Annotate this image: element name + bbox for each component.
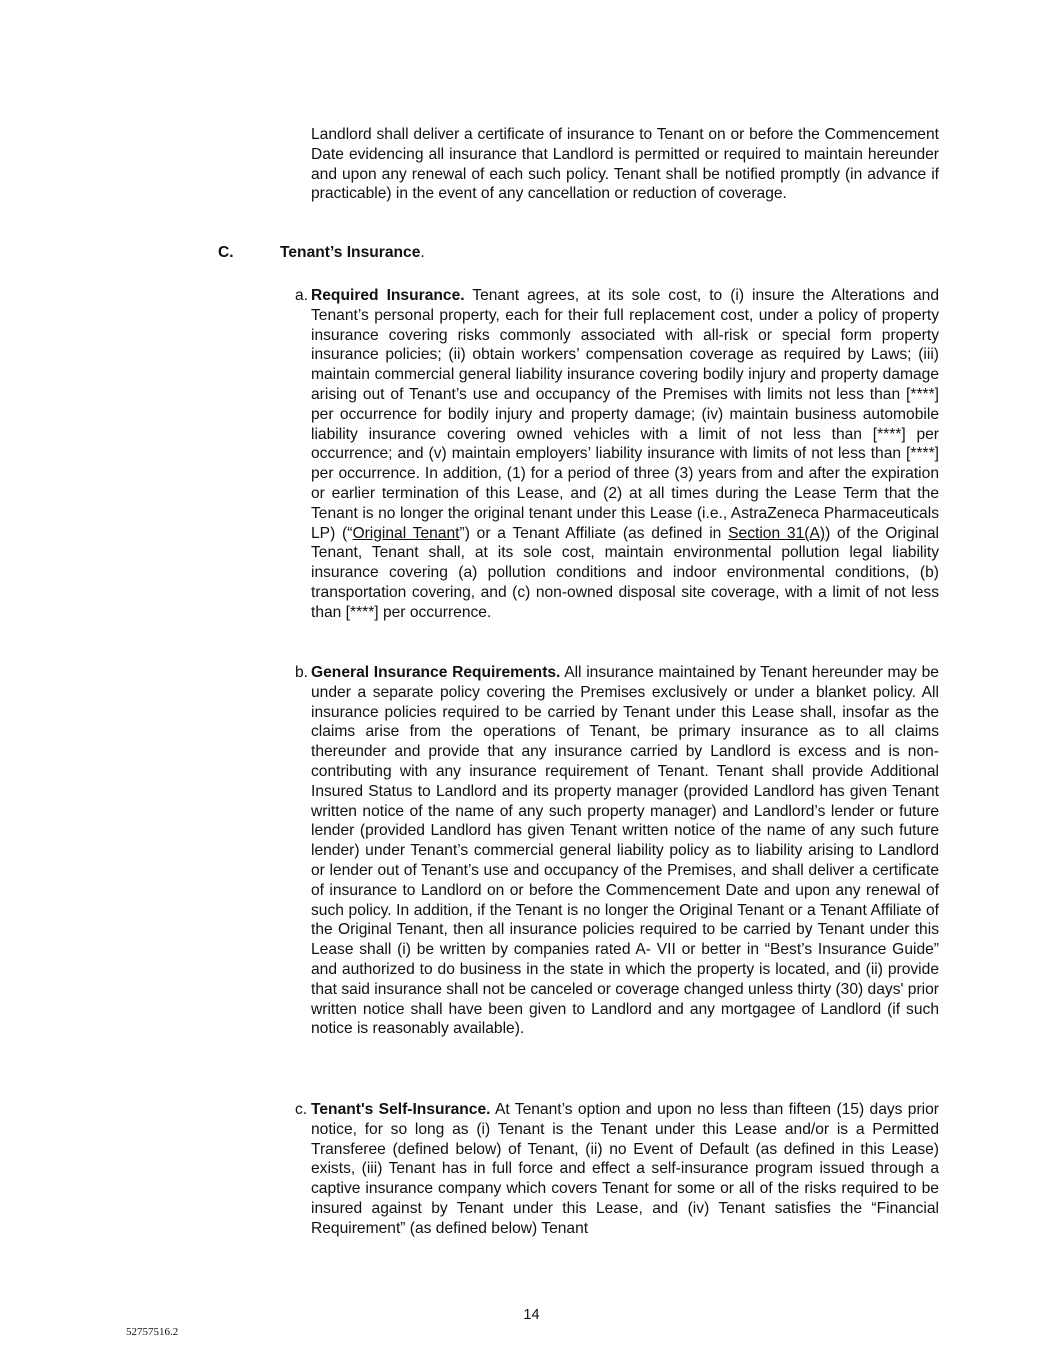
self-insurance-heading: Tenant's Self-Insurance.	[311, 1101, 491, 1118]
document-id: 52757516.2	[126, 1326, 179, 1338]
section-heading	[218, 243, 425, 263]
section-letter: C.	[218, 244, 234, 261]
required-insurance-text-part2: ”) or a Tenant Affiliate (as defined in	[459, 524, 729, 542]
self-insurance-paragraph	[311, 1100, 939, 1239]
section-title-period: .	[420, 244, 425, 261]
item-marker-c: c.	[295, 1101, 308, 1118]
general-insurance-requirements-paragraph	[311, 663, 939, 1039]
required-insurance-text-part1: Tenant agrees, at its sole cost, to (i) insure the Alterations and Tenant’s personal property, each for their full replacement cost, under a policy of property insurance covering risks commonly associated with all-risk or special form property insurance policies; (ii) obtain workers’ compensation coverage as required by Laws; (iii) maintain commercial general liability insurance covering bodily injury and property damage arising out of Tenant’s use and occupancy of the Premises with limits not less than [****] per occurrence for bodily injury and property damage; (iv) maintain business automobile liability insurance covering owned vehicles with a limit of not less than [****] per occurrence; and (v) maintain employers’ liability insurance with limits of not less than [****] per occurrence. In addition, (1) for a period of three (3) years from and after the expiration or earlier termination of this Lease, and (2) at all times during the Lease Term that the Tenant is no longer the original tenant under this Lease (i.e., AstraZeneca Pharmaceuticals LP) (“	[311, 287, 939, 542]
section-title: Tenant’s Insurance	[280, 244, 421, 261]
page-number: 14	[523, 1307, 540, 1323]
required-insurance-paragraph	[311, 286, 939, 623]
section-31a-reference: Section 31(A)	[728, 524, 826, 542]
item-marker-b: b.	[295, 664, 309, 681]
general-insurance-requirements-text: All insurance maintained by Tenant hereunder may be under a separate policy covering the Premises exclusively or under a blanket policy. All insurance policies required to be carried by Tenant under this Lease shall, insofar as the claims arise from the operations of Tenant, be primary insurance as to all claims thereunder and provide that any insurance carried by Landlord is excess and is non-contributing with any insurance requirement of Tenant. Tenant shall provide Additional Insured Status to Landlord and its property manager (provided Landlord has given Tenant written notice of the name of any such property manager) and Landlord’s lender or future lender (provided Landlord has given Tenant written notice of the name of any such future lender) under Tenant’s commercial general liability policy as to liability arising to Landlord or lender out of Tenant’s use and occupancy of the Premises, and shall deliver a certificate of insurance to Landlord on or before the Commencement Date and upon any renewal of such policy. In addition, if the Tenant is no longer the Original Tenant or a Tenant Affiliate of the Original Tenant, then all insurance policies required to be carried by Tenant under this Lease shall (i) be written by companies rated A- VII or better in “Best’s Insurance Guide” and authorized to do business in the state in which the property is located, and (ii) provide that said insurance shall not be canceled or coverage changed unless thirty (30) days' prior written notice shall have been given to Landlord and any mortgagee of Landlord (if such notice is reasonably available).	[311, 664, 939, 1038]
original-tenant-defined-term: Original Tenant	[352, 524, 460, 542]
item-marker-a: a.	[295, 287, 309, 304]
general-insurance-requirements-heading: General Insurance Requirements.	[311, 664, 561, 681]
required-insurance-text-part3: ) of the Original Tenant, Tenant shall, at its sole cost, maintain environmental pollution legal liability insurance covering (a) pollution conditions and indoor environmental conditions, (b) transportation covering, and (c) non-owned disposal site coverage, with a limit of not less than [****] per occurrence.	[311, 524, 940, 621]
intro-paragraph: Landlord shall deliver a certificate of insurance to Tenant on or before the Commencement Date evidencing all insurance that Landlord is permitted or required to maintain hereunder and upon any renewal of each such policy. Tenant shall be notified promptly (in advance if practicable) in the event of any cancellation or reduction of coverage.	[311, 126, 939, 203]
self-insurance-text: At Tenant’s option and upon no less than fifteen (15) days prior notice, for so long as (i) Tenant is the Tenant under this Lease and/or is a Permitted Transferee (defined below) of Tenant, (ii) no Event of Default (as defined in this Lease) exists, (iii) Tenant has in full force and effect a self-insurance program issued through a captive insurance company which covers Tenant for some or all of the risks required to be insured against by Tenant under this Lease, and (iv) Tenant satisfies the “Financial Requirement” (as defined below) Tenant	[311, 1101, 939, 1237]
required-insurance-heading: Required Insurance.	[311, 287, 465, 304]
